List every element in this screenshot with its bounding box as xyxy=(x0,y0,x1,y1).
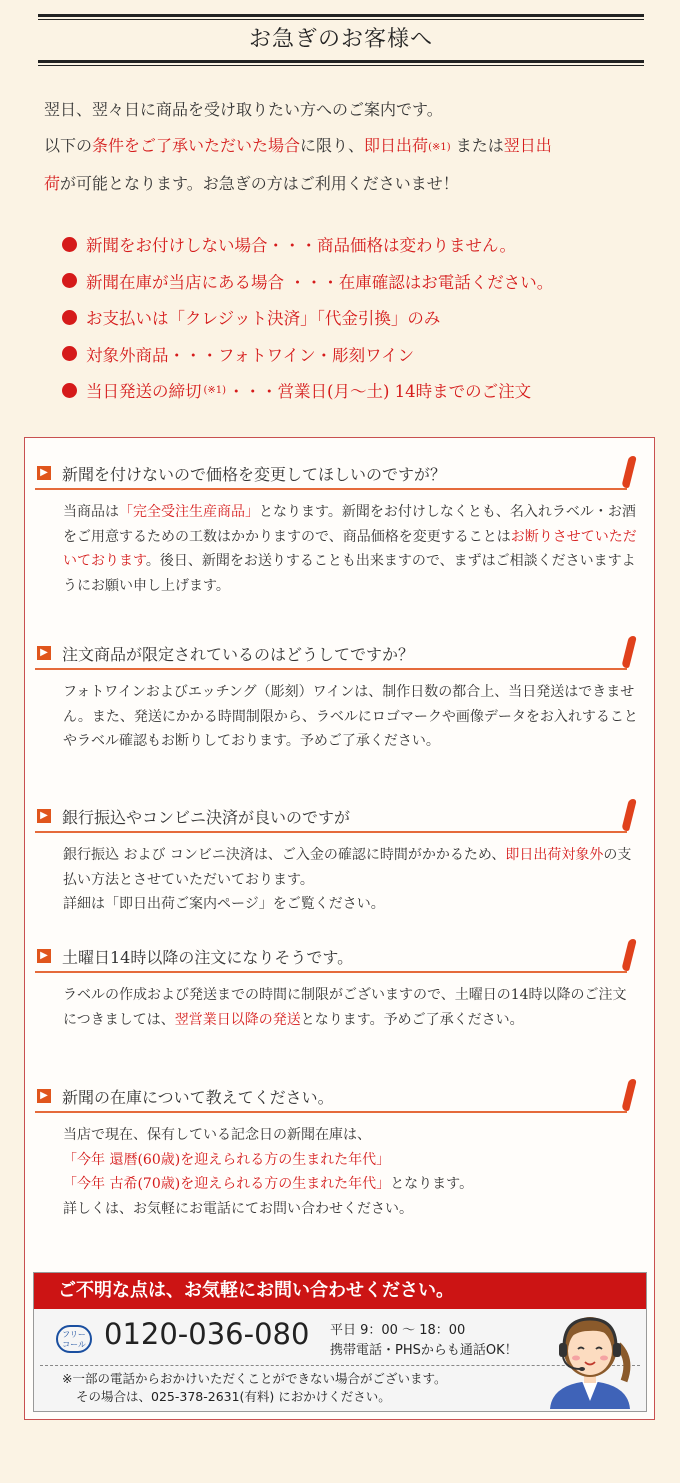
arrow-right-icon: ▶ xyxy=(37,466,51,480)
answer-span: 詳しくは、お気軽にお電話にてお問い合わせください。 xyxy=(63,1200,413,1217)
answer-highlight: お断りさせていただいております xyxy=(63,528,637,569)
faq-question: 銀行振込やコンビニ決済が良いのですが xyxy=(62,808,351,827)
faq-item-payment xyxy=(35,801,645,917)
freecall-icon-text: コール xyxy=(62,1340,86,1349)
condition-item xyxy=(62,372,652,409)
answer-span: となります。予めご了承ください。 xyxy=(300,1011,524,1028)
answer-span: 当商品は xyxy=(63,504,119,520)
contact-header: ご不明な点は、お気軽にお問い合わせください。 xyxy=(34,1273,646,1309)
answer-span: 詳細は「即日出荷ご案内ページ」をご覧ください。 xyxy=(63,896,385,912)
faq-answer xyxy=(63,500,639,598)
faq-item-stock xyxy=(35,1081,645,1221)
faq-question-row xyxy=(35,941,645,973)
mobile-ok-text: 携帯電話・PHSからも通話OK！ xyxy=(330,1343,518,1358)
faq-item-saturday xyxy=(35,941,645,1032)
answer-highlight: 「完全受注生産商品」 xyxy=(119,504,259,520)
faq-answer xyxy=(63,843,639,917)
brush-stroke-icon xyxy=(621,1079,637,1111)
condition-item xyxy=(62,299,652,336)
intro-red-next-day-cont: 荷 xyxy=(44,174,61,193)
condition-text: 当日発送の締切 xyxy=(86,382,202,402)
intro-red-conditions: 条件をご了承いただいた場合 xyxy=(92,136,301,155)
faq-answer xyxy=(63,1123,639,1221)
condition-text: お支払いは「クレジット決済」「代金引換」のみ xyxy=(86,309,441,329)
freecall-icon xyxy=(56,1325,92,1353)
condition-text: 新聞をお付けしない場合・・・商品価格は変わりません。 xyxy=(86,236,516,256)
answer-highlight: 即日出荷対象外 xyxy=(505,847,604,863)
answer-span: 銀行振込 および コンビニ決済は、ご入金の確認に時間がかかるため、 xyxy=(63,847,506,863)
bullet-dot-icon xyxy=(62,383,77,398)
intro-text xyxy=(44,92,644,202)
contact-note xyxy=(62,1370,446,1406)
intro-red-next-day: 翌日出 xyxy=(503,136,552,155)
question-underline xyxy=(35,971,627,973)
bullet-dot-icon xyxy=(62,273,77,288)
faq-answer: フォトワインおよびエッチング（彫刻）ワインは、制作日数の都合上、当日発送はできません。また、発送にかかる時間制限から、ラベルにロゴマークや画像データをお入れすることやラベル確認もお断りしております。予めご了承ください。 xyxy=(63,684,638,749)
operator-illustration-icon xyxy=(540,1289,640,1409)
faq-question: 土曜日14時以降の注文になりそうです。 xyxy=(62,948,354,967)
answer-highlight: 翌営業日以降の発送 xyxy=(174,1011,301,1028)
conditions-list xyxy=(62,226,652,409)
contact-banner xyxy=(33,1272,647,1412)
faq-question-row xyxy=(35,638,645,670)
title-block xyxy=(38,14,644,66)
contact-note-line: その場合は、025-378-2631(有料) におかけください。 xyxy=(76,1389,391,1404)
arrow-right-icon: ▶ xyxy=(37,1089,51,1103)
arrow-right-icon: ▶ xyxy=(37,809,51,823)
bullet-dot-icon xyxy=(62,310,77,325)
intro-line-3 xyxy=(44,166,644,202)
condition-text: ・・・営業日(月〜土) 14時までのご注文 xyxy=(228,382,532,402)
intro-text-span: が可能となります。お急ぎの方はご利用くださいませ！ xyxy=(60,174,459,193)
intro-line-2 xyxy=(44,128,644,166)
faq-question-row xyxy=(35,801,645,833)
question-underline xyxy=(35,668,627,670)
question-underline xyxy=(35,1111,627,1113)
condition-note-mark: (※1) xyxy=(203,384,227,396)
answer-span: 当店で現在、保有している記念日の新聞在庫は、 xyxy=(63,1127,371,1143)
title-rule-bottom-thin xyxy=(38,65,644,66)
faq-question-row xyxy=(35,458,645,490)
hours-text: 平日 9：00 〜 18：00 xyxy=(330,1323,466,1338)
question-underline xyxy=(35,488,627,490)
brush-stroke-icon xyxy=(621,799,637,831)
condition-item xyxy=(62,226,652,263)
answer-span: の支払い方法とさせていただいております。 xyxy=(63,847,632,888)
brush-stroke-icon xyxy=(621,636,637,668)
title-rule-top xyxy=(38,14,644,17)
brush-stroke-icon xyxy=(621,939,637,971)
intro-red-same-day: 即日出荷 xyxy=(364,136,429,155)
brush-stroke-icon xyxy=(621,456,637,488)
intro-text-span: 以下の xyxy=(44,136,93,155)
answer-span: ラベルの作成および発送までの時間に制限がございますので、土曜日の14時以降のご注文につきましては、 xyxy=(63,987,627,1028)
intro-line-1: 翌日、翌々日に商品を受け取りたい方へのご案内です。 xyxy=(44,100,443,119)
question-underline xyxy=(35,831,627,833)
faq-answer xyxy=(63,983,639,1032)
freecall-icon-text: フリー xyxy=(62,1330,86,1339)
title-rule-bottom xyxy=(38,60,644,63)
condition-item xyxy=(62,336,652,373)
answer-highlight: 「今年 古希(70歳)を迎えられる方の生まれた年代」 xyxy=(63,1176,391,1192)
arrow-right-icon: ▶ xyxy=(37,949,51,963)
arrow-right-icon: ▶ xyxy=(37,646,51,660)
faq-question: 注文商品が限定されているのはどうしてですか？ xyxy=(62,645,415,664)
condition-text: 対象外商品・・・フォトワイン・彫刻ワイン xyxy=(86,345,415,365)
intro-text-span: または xyxy=(450,136,504,155)
faq-question: 新聞の在庫について教えてください。 xyxy=(62,1088,334,1107)
bullet-dot-icon xyxy=(62,237,77,252)
intro-note-mark: (※1) xyxy=(428,142,451,153)
answer-span: 。後日、新聞をお送りすることも出来ますので、まずはご相談くださいますようにお願い申し上げます。 xyxy=(63,553,636,594)
faq-item-limited xyxy=(35,638,645,754)
answer-span: となります。 xyxy=(390,1176,474,1192)
condition-item xyxy=(62,263,652,300)
phone-number-link[interactable]: 0120-036-080 xyxy=(104,1317,310,1351)
condition-text: 新聞在庫が当店にある場合 ・・・在庫確認はお電話ください。 xyxy=(86,272,554,292)
answer-span: となります。新聞をお付けしなくとも、名入れラベル・お酒をご用意するための工数はかかりますので、商品価格を変更することは xyxy=(63,504,636,545)
faq-question-row xyxy=(35,1081,645,1113)
bullet-dot-icon xyxy=(62,346,77,361)
contact-note-line: ※一部の電話からおかけいただくことができない場合がございます。 xyxy=(62,1371,447,1386)
faq-item-price xyxy=(35,458,645,598)
faq-box xyxy=(24,437,655,1420)
answer-highlight: 「今年 還暦(60歳)を迎えられる方の生まれた年代」 xyxy=(63,1151,391,1168)
business-hours xyxy=(330,1321,518,1361)
intro-text-span: に限り、 xyxy=(300,136,365,155)
page-title: お急ぎのお客様へ xyxy=(248,27,433,52)
faq-question: 新聞を付けないので価格を変更してほしいのですが？ xyxy=(62,465,447,484)
